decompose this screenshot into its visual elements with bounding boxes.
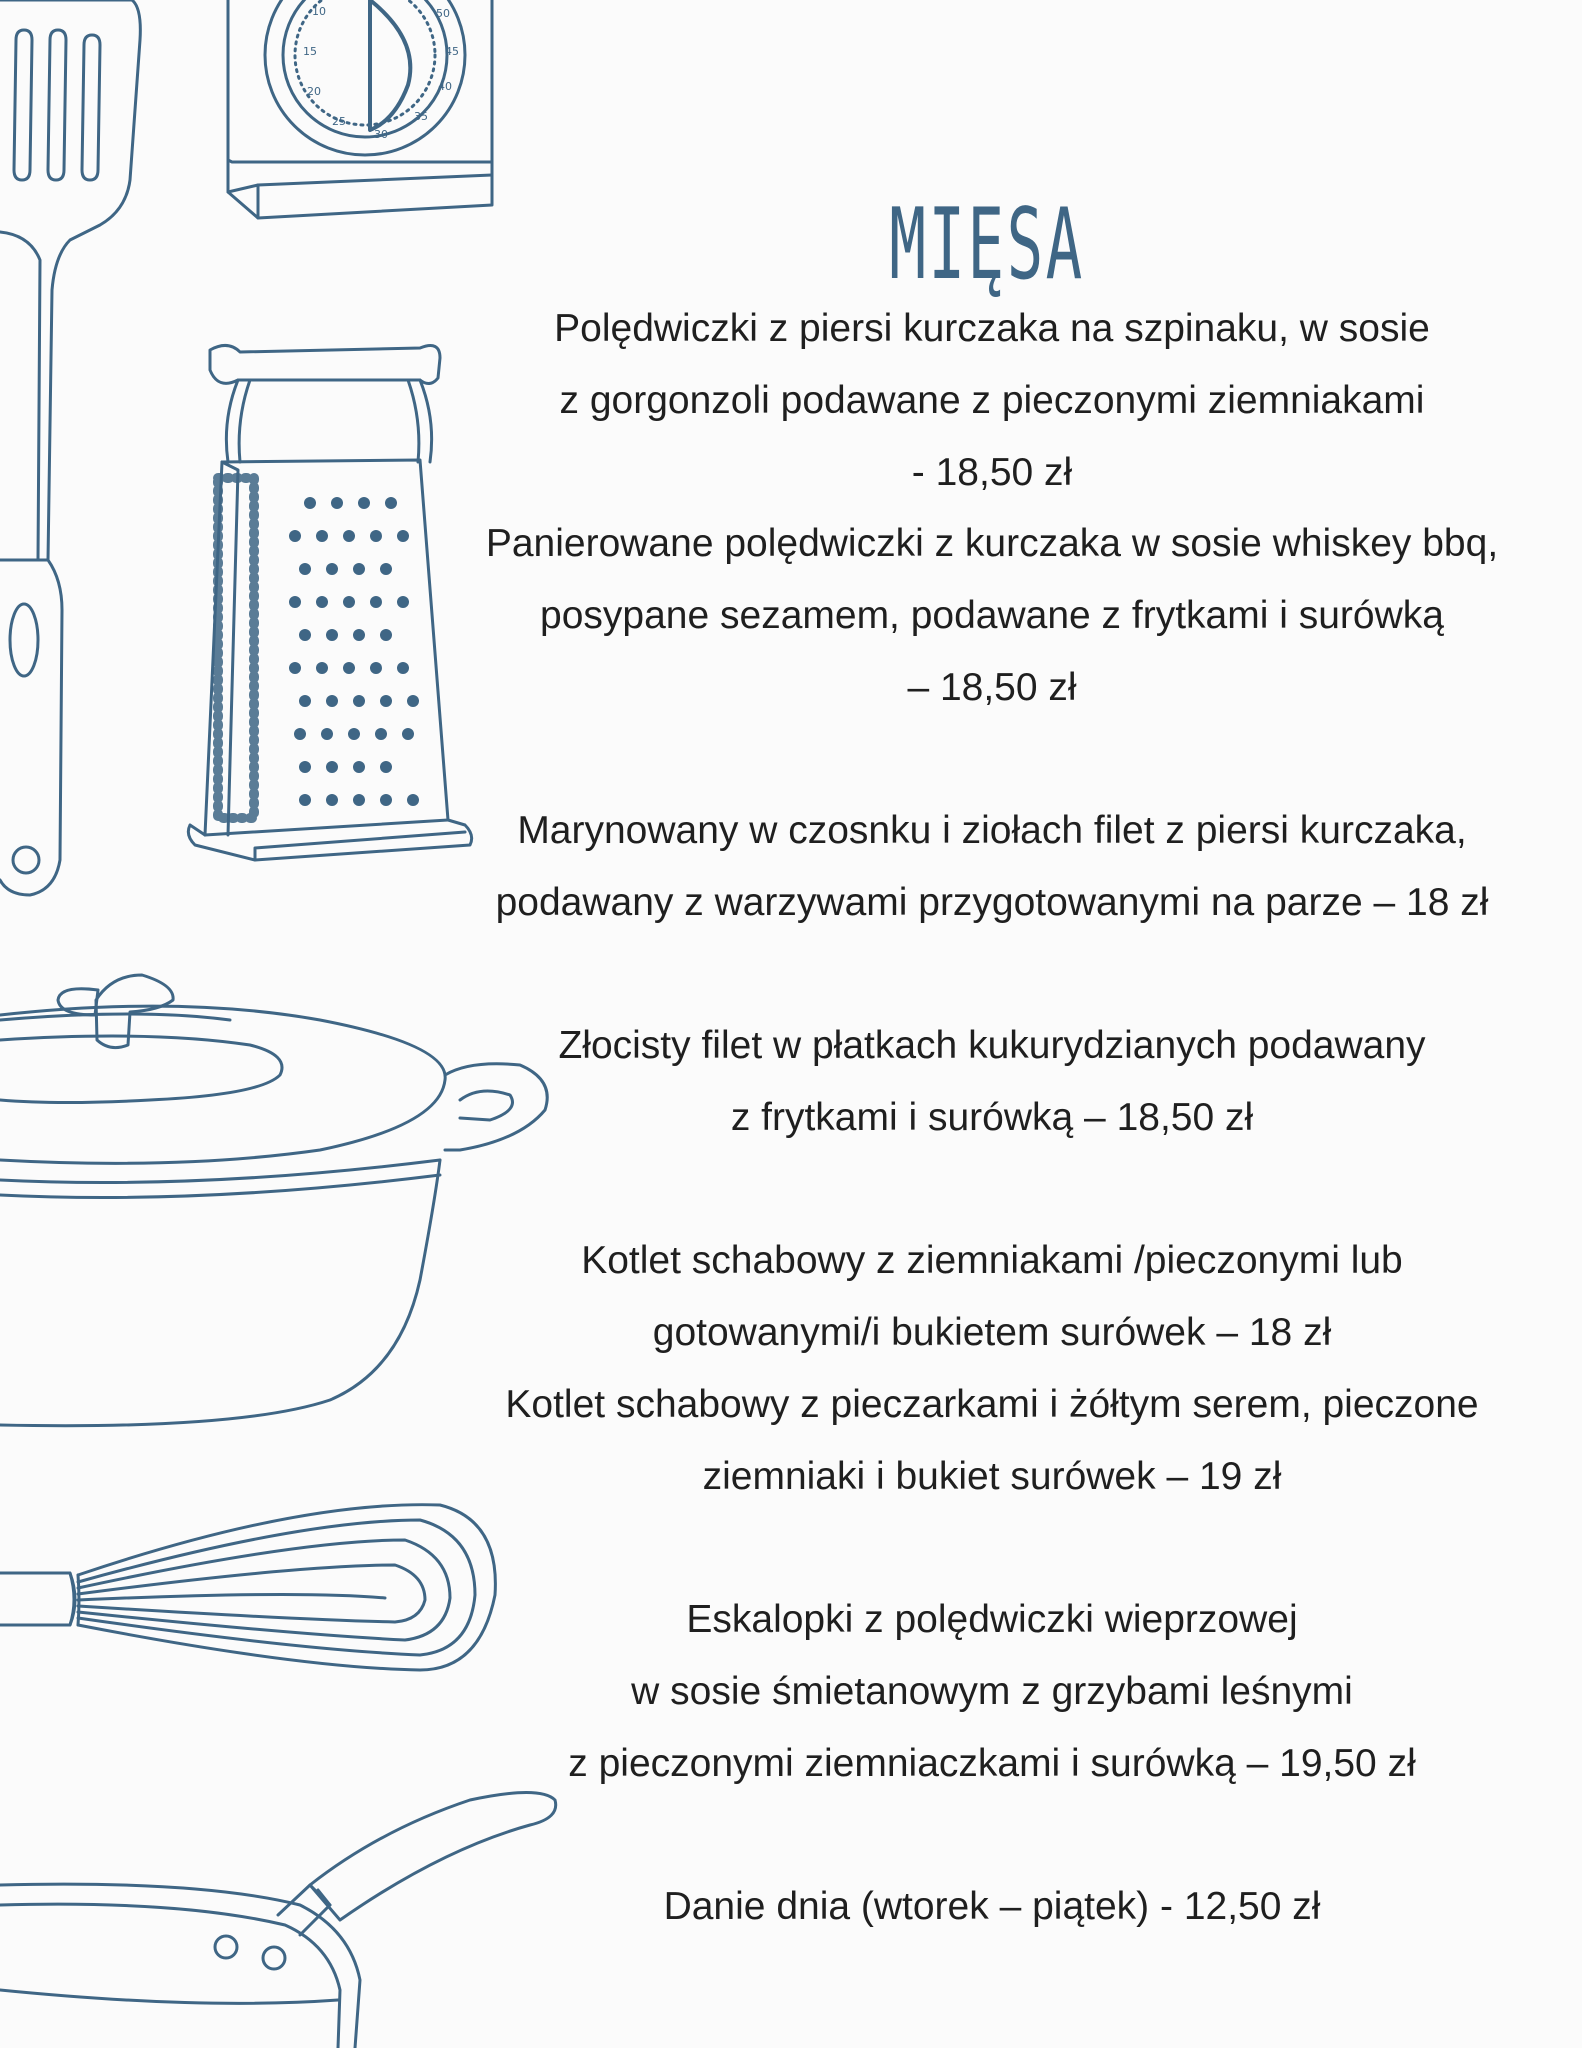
menu-line: – 18,50 zł	[907, 666, 1077, 709]
timer-number: 15	[303, 45, 317, 58]
timer-number: 40	[438, 80, 452, 93]
menu-line: Eskalopki z polędwiczki wieprzowej	[686, 1598, 1298, 1641]
timer-number: 45	[445, 45, 459, 58]
timer-number: 25	[332, 115, 346, 128]
page-title: MIĘSA	[889, 188, 1085, 302]
timer-number: 50	[436, 7, 450, 20]
menu-line: Danie dnia (wtorek – piątek) - 12,50 zł	[663, 1885, 1321, 1928]
menu-line: Kotlet schabowy z ziemniakami /pieczonymi lub	[581, 1239, 1403, 1282]
timer-number: 30	[374, 128, 388, 141]
whisk-icon	[0, 1505, 495, 1670]
menu-line: - 18,50 zł	[911, 451, 1073, 494]
menu-line: z pieczonymi ziemniaczkami i surówką – 19,50 zł	[568, 1742, 1416, 1785]
menu-line: z gorgonzoli podawane z pieczonymi ziemniakami	[559, 379, 1425, 422]
grater-icon	[188, 345, 471, 860]
menu-line: Złocisty filet w płatkach kukurydzianych podawany	[558, 1024, 1426, 1067]
menu-line: posypane sezamem, podawane z frytkami i surówką	[540, 594, 1444, 637]
menu-line: gotowanymi/i bukietem surówek – 18 zł	[652, 1311, 1332, 1354]
timer-number: 35	[414, 110, 428, 123]
spatula-icon	[0, 0, 140, 895]
menu-line: podawany z warzywami przygotowanymi na parze – 18 zł	[495, 881, 1489, 924]
timer-number: 20	[307, 85, 321, 98]
menu-line: z frytkami i surówką – 18,50 zł	[730, 1096, 1254, 1139]
menu-line: Panierowane polędwiczki z kurczaka w sosie whiskey bbq,	[485, 522, 1499, 565]
kitchen-timer-icon	[228, 0, 492, 218]
menu-line: ziemniaki i bukiet surówek – 19 zł	[702, 1455, 1282, 1498]
menu-line: Kotlet schabowy z pieczarkami i żółtym serem, pieczone	[505, 1383, 1479, 1426]
menu-line: Marynowany w czosnku i ziołach filet z piersi kurczaka,	[517, 809, 1467, 852]
timer-number: 10	[312, 5, 326, 18]
menu-line: w sosie śmietanowym z grzybami leśnymi	[631, 1670, 1353, 1713]
menu-line: Polędwiczki z piersi kurczaka na szpinaku, w sosie	[554, 307, 1430, 350]
